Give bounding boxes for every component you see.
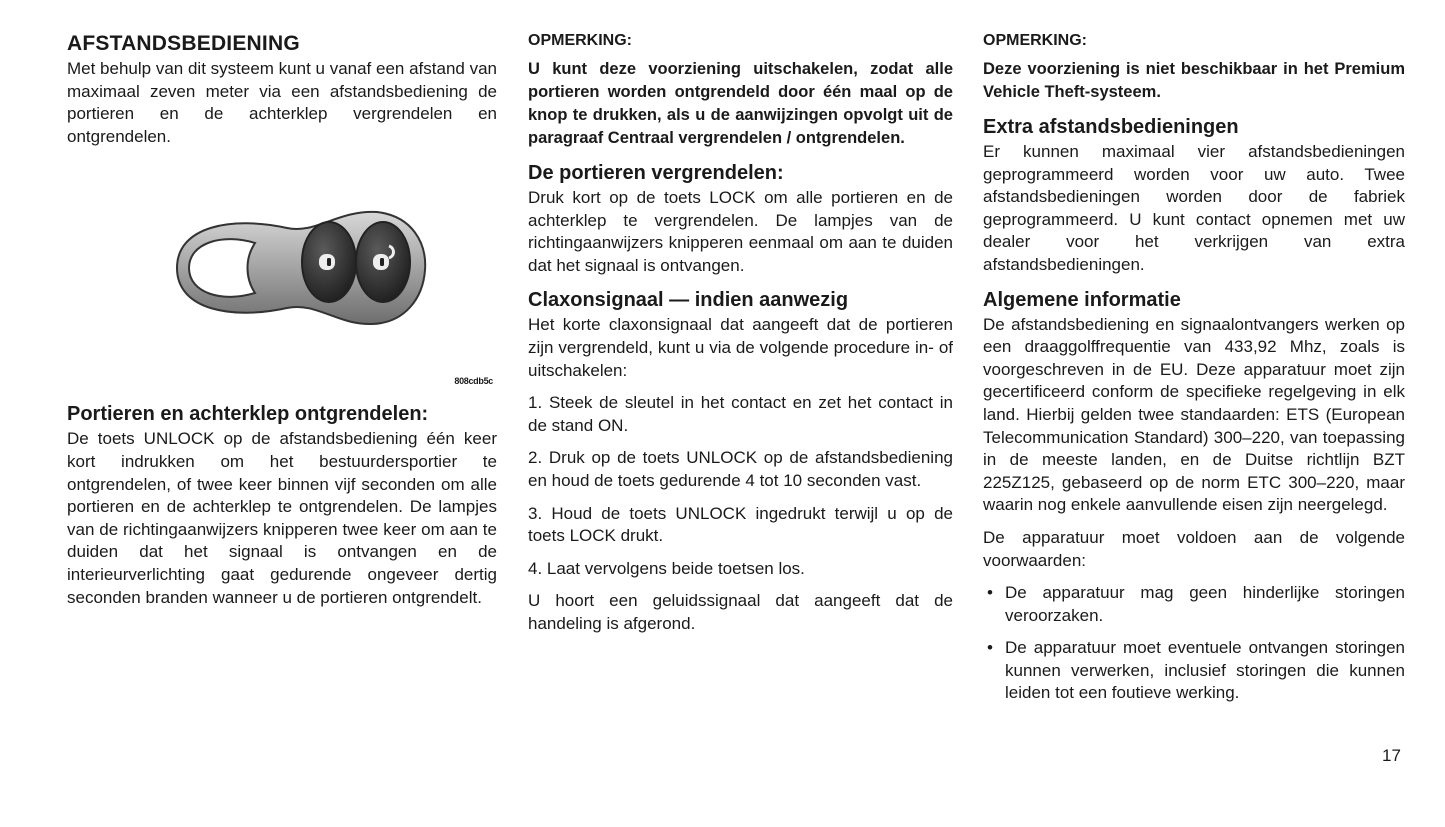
key-fob-figure [67,148,497,403]
note-heading: OPMERKING: [983,32,1087,49]
extra-remotes-paragraph: Er kunnen maximaal vier afstandsbedieningen geprogrammeerd worden voor uw auto. Twee afstandsbedieningen worden door de fabriek geprogrammeerd. U kunt contact opnemen met uw dealer voor het verkrijgen van extra afstandsbedieningen. [983,142,1405,274]
column-right [983,32,1405,715]
conditions-paragraph: De apparatuur moet voldoen aan de volgende voorwaarden: [983,527,1405,570]
list-item: • De apparatuur mag geen hinderlijke storingen veroorzaken. [987,583,1405,625]
figure-code: 808cdb5c [454,376,493,387]
list-item: • De apparatuur moet eventuele ontvangen storingen kunnen verwerken, inclusief storingen die kunnen leiden tot een foutieve werking. [987,638,1405,703]
column-middle [528,32,953,636]
intro-paragraph: Met behulp van dit systeem kunt u vanaf een afstand van maximaal zeven meter via een afstandsbediening de portieren en de achterklep vergrendelen en ontgrendelen. [67,59,497,146]
general-info-paragraph: De afstandsbediening en signaalontvangers werken op een draaggolffrequentie van 433,92 Mhz, zoals is voorgeschreven in de EU. Deze apparatuur moet zijn gecertificeerd conform de specifieke regelgeving in elk land. Hierbij gelden twee standaarden: ETS (European Telecommunication Standard) 300–220, van toepassing in de meeste landen, en de Duitse richtlijn BZT 225Z125, gebaseerd op de norm ETC 300–220, maar waarin nog enkele aanvullende eisen zijn neergelegd. [983,314,1405,515]
general-info-heading: Algemene informatie [983,288,1181,311]
horn-paragraph: Het korte claxonsignaal dat aangeeft dat de portieren zijn vergrendeld, kunt u via de volgende procedure in- of uitschakelen: [528,315,953,380]
extra-remotes-heading: Extra afstandsbedieningen [983,116,1239,138]
key-fob-illustration [137,198,427,338]
step-3: 3. Houd de toets UNLOCK ingedrukt terwijl u op de toets LOCK drukt. [528,503,953,546]
lock-paragraph: Druk kort op de toets LOCK om alle portieren en de achterklep te vergrendelen. De lampjes van de richtingaanwijzers knipperen eenmaal om aan te duiden dat het signaal is ontvangen. [528,188,953,275]
unlock-paragraph: De toets UNLOCK op de afstandsbediening één keer kort indrukken om het bestuurdersportier te ontgrendelen, of twee keer binnen vijf seconden om alle portieren en de achterklep te ontgrendelen. De lampjes van de richtingaanwijzers knipperen twee keer om aan te duiden dat het signaal is ontvangen en de interieurverlichting gaat gedurende ongeveer dertig seconden branden wanneer u de portieren ontgrendelt. [67,429,497,607]
note-heading: OPMERKING: [528,32,632,49]
step-1: 1. Steek de sleutel in het contact en zet het contact in de stand ON. [528,393,953,435]
note-text: Deze voorziening is niet beschikbaar in het Premium Vehicle Theft-systeem. [983,60,1405,101]
note-text: U kunt deze voorziening uitschakelen, zodat alle portieren worden ontgrendeld door één maal op de knop te drukken, als u de aanwijzingen opvolgt uit de paragraaf Centraal vergrendelen / ontgrendelen. [528,60,953,147]
horn-heading: Claxonsignaal — indien aanwezig [528,289,849,312]
column-left [67,32,497,609]
unlock-heading: Portieren en achterklep ontgrendelen: [67,403,429,426]
closing-paragraph: U hoort een geluidssignaal dat aangeeft dat de handeling is afgerond. [528,591,953,633]
section-title: AFSTANDSBEDIENING [67,32,300,55]
conditions-list [983,582,1405,705]
key-ring-hole [189,240,255,298]
page-number: 17 [1382,746,1401,765]
step-2: 2. Druk op de toets UNLOCK op de afstandsbediening en houd de toets gedurende 4 tot 10 seconden vast. [528,448,953,490]
lock-icon [319,254,335,270]
step-4: 4. Laat vervolgens beide toetsen los. [528,558,805,578]
lock-heading: De portieren vergrendelen: [528,162,784,184]
